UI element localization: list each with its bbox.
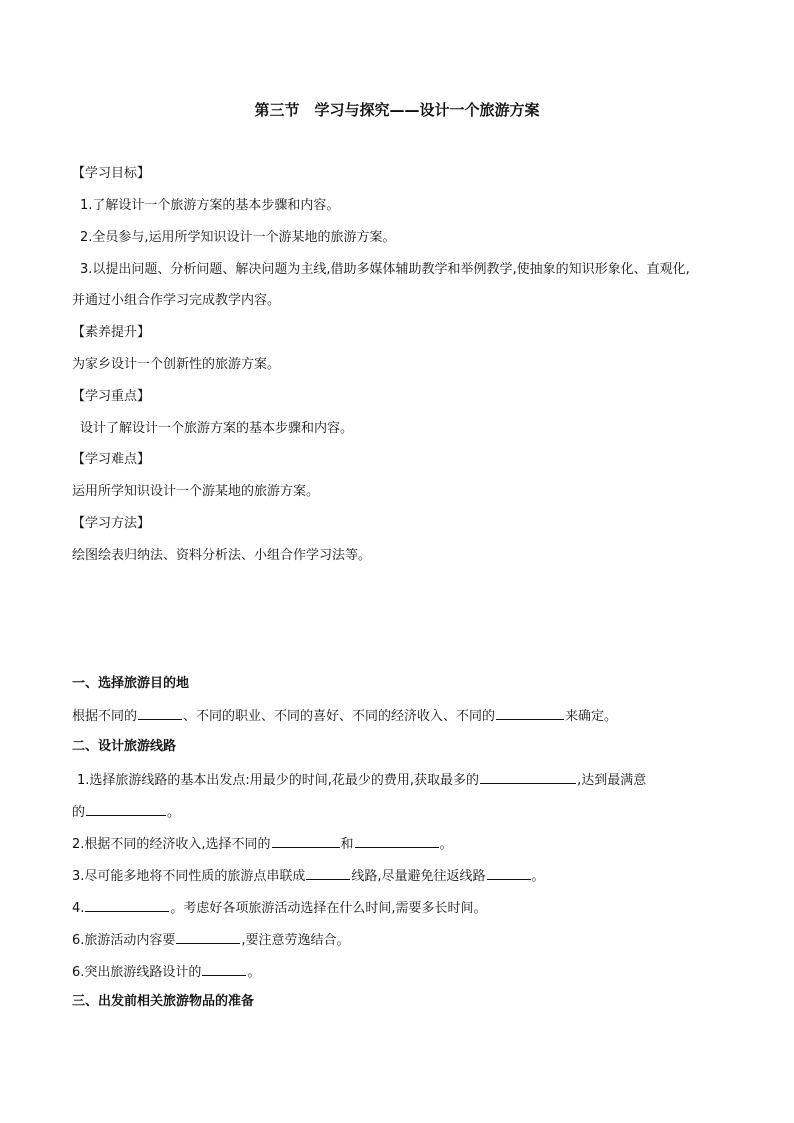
section-2-item-5 bbox=[72, 930, 732, 950]
text-segment: 的 bbox=[72, 805, 86, 820]
text-segment: 。 bbox=[531, 869, 545, 884]
section-2-item-3 bbox=[72, 866, 732, 886]
fill-blank[interactable] bbox=[496, 706, 564, 720]
fill-blank[interactable] bbox=[176, 930, 240, 944]
text-segment: 根据不同的 bbox=[72, 709, 138, 724]
section-1-paragraph bbox=[72, 706, 732, 726]
objectives-heading: 【学习目标】 bbox=[72, 166, 151, 181]
section-2-heading: 二、设计旅游线路 bbox=[72, 739, 177, 754]
objective-3-line-2: 并通过小组合作学习完成教学内容。 bbox=[72, 293, 281, 308]
section-2-item-1-cont bbox=[72, 802, 732, 822]
section-2-item-2 bbox=[72, 834, 732, 854]
objective-1: 1.了解设计一个旅游方案的基本步骤和内容。 bbox=[80, 198, 340, 213]
objective-2: 2.全员参与,运用所学知识设计一个游某地的旅游方案。 bbox=[80, 230, 396, 245]
page-title: 第三节 学习与探究——设计一个旅游方案 bbox=[254, 101, 540, 119]
section-2-item-1 bbox=[72, 770, 737, 790]
fill-blank[interactable] bbox=[202, 962, 246, 976]
fill-blank[interactable] bbox=[480, 770, 576, 784]
text-segment: 6.旅游活动内容要 bbox=[72, 933, 176, 948]
text-segment: 6.突出旅游线路设计的 bbox=[72, 965, 202, 980]
text-segment: 线路,尽量避免往返线路 bbox=[351, 869, 486, 884]
section-3-heading: 三、出发前相关旅游物品的准备 bbox=[72, 994, 255, 1009]
text-segment: 。 bbox=[439, 837, 453, 852]
text-segment: 3.尽可能多地将不同性质的旅游点串联成 bbox=[72, 869, 306, 884]
objective-3-line-1: 3.以提出问题、分析问题、解决问题为主线,借助多媒体辅助教学和举例教学,使抽象的知识形象化、直观化, bbox=[80, 262, 690, 277]
text-segment: ,要注意劳逸结合。 bbox=[241, 933, 350, 948]
literacy-text: 为家乡设计一个创新性的旅游方案。 bbox=[72, 357, 281, 372]
fill-blank[interactable] bbox=[306, 866, 350, 880]
section-2-item-6 bbox=[72, 962, 732, 982]
text-segment: 。考虑好各项旅游活动选择在什么时间,需要多长时间。 bbox=[170, 901, 487, 916]
text-segment: 。 bbox=[247, 965, 261, 980]
difficulties-text: 运用所学知识设计一个游某地的旅游方案。 bbox=[72, 484, 320, 499]
text-segment: 1.选择旅游线路的基本出发点:用最少的时间,花最少的费用,获取最多的 bbox=[77, 773, 480, 788]
section-1-heading: 一、选择旅游目的地 bbox=[72, 676, 190, 691]
text-segment: ,达到最满意 bbox=[577, 773, 647, 788]
fill-blank[interactable] bbox=[272, 834, 340, 848]
literacy-heading: 【素养提升】 bbox=[72, 325, 151, 340]
text-segment: 、不同的职业、不同的喜好、不同的经济收入、不同的 bbox=[183, 709, 496, 724]
key-points-text: 设计了解设计一个旅游方案的基本步骤和内容。 bbox=[80, 421, 354, 436]
text-segment: 。 bbox=[167, 805, 181, 820]
fill-blank[interactable] bbox=[487, 866, 531, 880]
text-segment: 4. bbox=[72, 901, 85, 916]
methods-heading: 【学习方法】 bbox=[72, 516, 151, 531]
section-2-item-4 bbox=[72, 898, 732, 918]
methods-text: 绘图绘表归纳法、资料分析法、小组合作学习法等。 bbox=[72, 548, 372, 563]
fill-blank[interactable] bbox=[138, 706, 182, 720]
difficulties-heading: 【学习难点】 bbox=[72, 452, 151, 467]
text-segment: 2.根据不同的经济收入,选择不同的 bbox=[72, 837, 271, 852]
text-segment: 和 bbox=[340, 837, 354, 852]
key-points-heading: 【学习重点】 bbox=[72, 389, 151, 404]
fill-blank[interactable] bbox=[85, 898, 169, 912]
text-segment: 来确定。 bbox=[565, 709, 618, 724]
fill-blank[interactable] bbox=[355, 834, 439, 848]
fill-blank[interactable] bbox=[86, 802, 166, 816]
